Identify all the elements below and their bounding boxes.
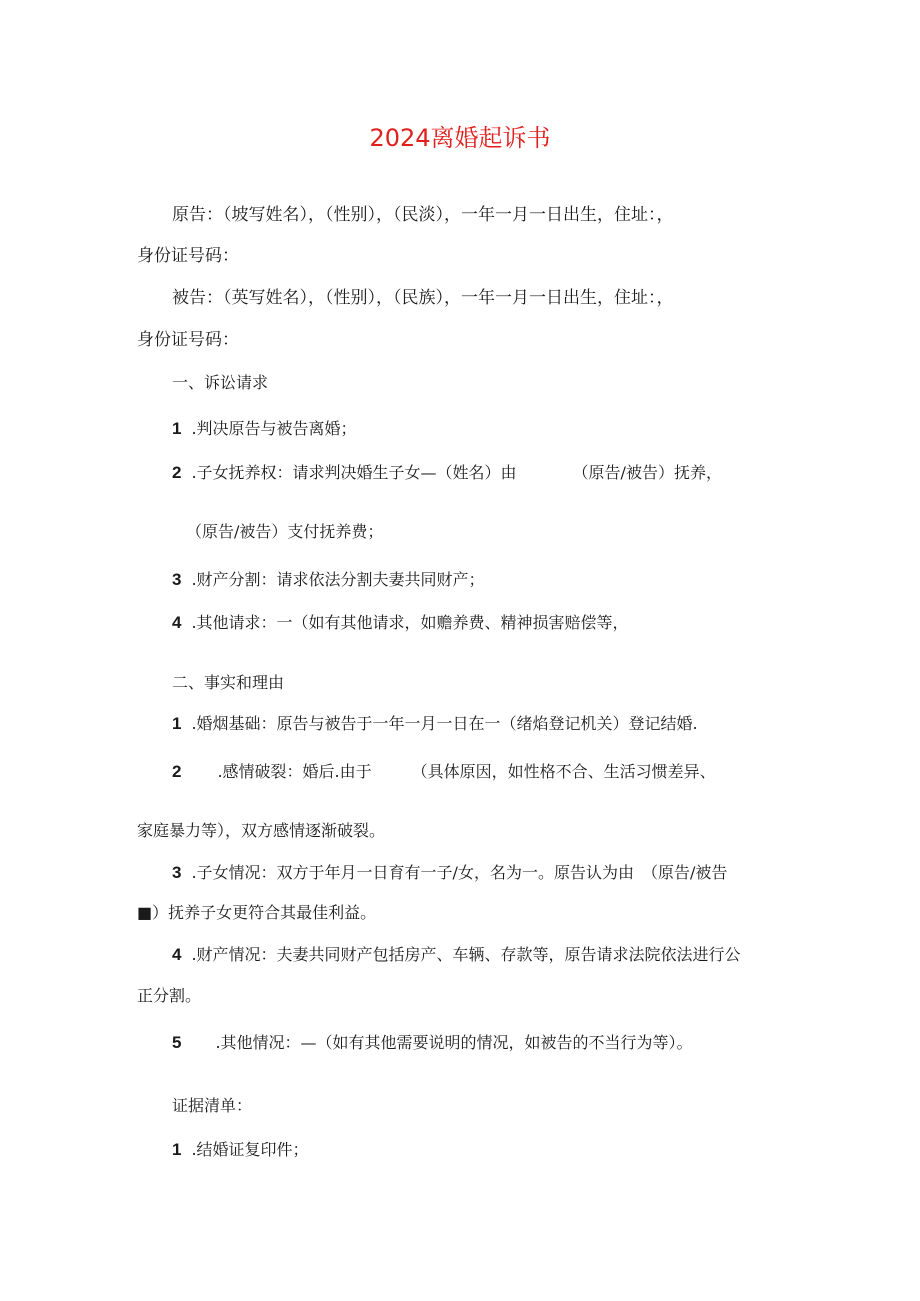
evidence-item [172, 1140, 309, 1160]
fact-item [172, 863, 727, 883]
item-text: .财产情况：夫妻共同财产包括房产、车辆、存款等，原告请求法院依法进行公 [191, 945, 741, 964]
section-heading-evidence: 证据清单： [172, 1096, 253, 1115]
item-number: 1 [172, 714, 182, 733]
item-number: 3 [172, 570, 182, 589]
item-text: .感情破裂：婚后.由于 （具体原因，如性格不合、生活习惯差异、 [217, 762, 716, 781]
claim-item [172, 463, 722, 483]
fact-item-continuation: ■）抚养子女更符合其最佳利益。 [137, 903, 377, 922]
item-text: .财产分割：请求依法分割夫妻共同财产； [191, 570, 485, 589]
item-number: 3 [172, 863, 182, 882]
claim-item [172, 419, 357, 439]
fact-item-continuation: 正分割。 [137, 986, 202, 1005]
fact-item [172, 1033, 693, 1053]
section-heading-claims: 一、诉讼请求 [172, 373, 269, 392]
defendant-line: 被告：（英写姓名），（性别），（民族），一年一月一日出生，住址：， [172, 288, 674, 308]
item-text: .判决原告与被告离婚； [191, 419, 357, 438]
plaintiff-line: 原告：（坡写姓名），（性别），（民淡），一年一月一日出生，住址：， [172, 205, 674, 225]
item-number: 5 [172, 1033, 182, 1052]
item-number: 1 [172, 419, 182, 438]
claim-item [172, 613, 629, 633]
claim-item-continuation: （原告/被告）支付抚养费； [186, 522, 384, 541]
item-text: .子女情况：双方于年月一日育有一子/女，名为一。原告认为由 （原告/被告 [191, 863, 728, 882]
item-text: .子女抚养权：请求判决婚生子女—（姓名）由 （原告/被告）抚养， [191, 463, 722, 482]
fact-item [172, 945, 741, 965]
item-text: .婚烟基础：原告与被告于一年一月一日在一（绪焰登记机关）登记结婚. [191, 714, 698, 733]
fact-item-continuation: 家庭暴力等），双方感情逐渐破裂。 [137, 821, 386, 840]
section-heading-facts: 二、事实和理由 [172, 673, 285, 692]
item-number: 2 [172, 762, 182, 781]
item-text: .其他情况：—（如有其他需要说明的情况，如被告的不当行为等）。 [215, 1033, 693, 1052]
item-number: 4 [172, 613, 182, 632]
fact-item [172, 762, 716, 782]
item-text: .结婚证复印件； [191, 1140, 309, 1159]
defendant-id-line: 身份证号码： [137, 330, 239, 350]
plaintiff-id-line: 身份证号码： [137, 246, 239, 266]
item-number: 4 [172, 945, 182, 964]
item-text: .其他请求：一（如有其他请求，如赡养费、精神损害赔偿等， [191, 613, 629, 632]
claim-item [172, 570, 485, 590]
item-number: 2 [172, 463, 182, 482]
document-title: 2024离婚起诉书 [369, 124, 551, 152]
fact-item [172, 714, 698, 734]
item-number: 1 [172, 1140, 182, 1159]
